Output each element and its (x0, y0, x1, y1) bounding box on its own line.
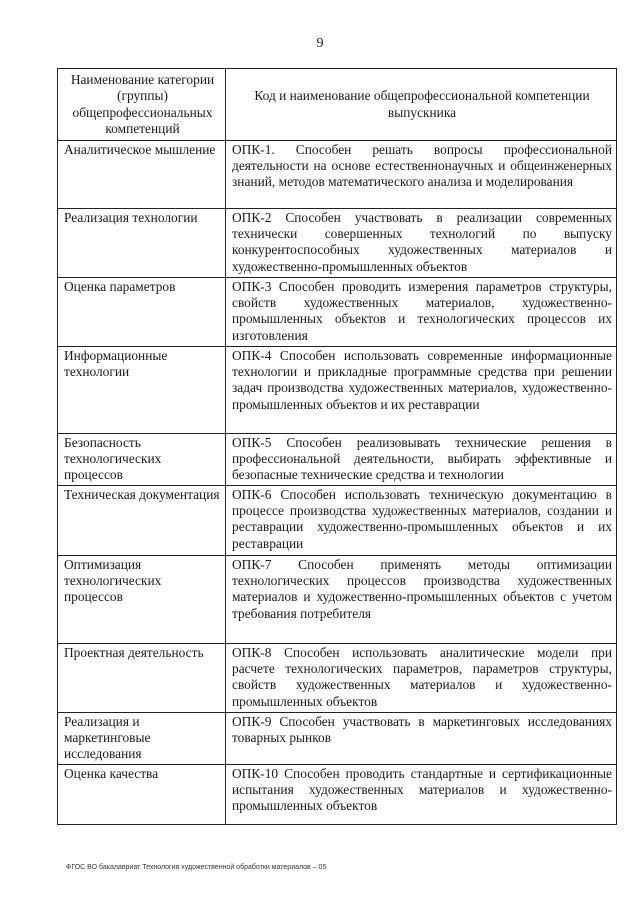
competence-cell: ОПК-1. Способен решать вопросы профессиональной деятельности на основе естественнонаучных и общеинженерных знаний, методов математического анализа и моделирования (226, 141, 617, 209)
category-cell: Аналитическое мышление (58, 141, 226, 209)
category-cell: Информационные технологии (58, 347, 226, 434)
table-row (58, 347, 617, 434)
header-competence: Код и наименование общепрофессиональной компетенции выпускника (226, 69, 617, 141)
competence-cell: ОПК-3 Способен проводить измерения параметров структуры, свойств художественных материалов, художественно-промышленных объектов и технологических процессов их изготовления (226, 278, 617, 347)
table-header-row (58, 69, 617, 141)
table-row (58, 765, 617, 825)
table-row (58, 713, 617, 765)
category-cell: Проектная деятельность (58, 644, 226, 713)
table-row (58, 486, 617, 556)
competence-cell: ОПК-5 Способен реализовывать технические решения в профессиональной деятельности, выбирать эффективные и безопасные технические средства и технологии (226, 434, 617, 486)
competence-cell: ОПК-7 Способен применять методы оптимизации технологических процессов производства художественных материалов и художественно-промышленных объектов с учетом требования потребителя (226, 556, 617, 644)
category-cell: Реализация технологии (58, 209, 226, 278)
category-cell: Оптимизация технологических процессов (58, 556, 226, 644)
table-row (58, 209, 617, 278)
category-cell: Оценка параметров (58, 278, 226, 347)
competence-cell: ОПК-9 Способен участвовать в маркетинговых исследованиях товарных рынков (226, 713, 617, 765)
page-number: 9 (316, 36, 324, 51)
header-category: Наименование категории (группы) общепрофессиональных компетенций (58, 69, 226, 141)
footer-text: ФГОС ВО бакалавриат Технология художественной обработки материалов – 05 (66, 864, 327, 871)
competence-cell: ОПК-2 Способен участвовать в реализации современных технически совершенных технологий по выпуску конкурентоспособных художественных материалов и художественно-промышленных объектов (226, 209, 617, 278)
category-cell: Техническая документация (58, 486, 226, 556)
table-row (58, 278, 617, 347)
category-cell: Оценка качества (58, 765, 226, 825)
category-cell: Реализация и маркетинговые исследования (58, 713, 226, 765)
competence-table (57, 68, 617, 825)
competence-cell: ОПК-8 Способен использовать аналитические модели при расчете технологических параметров, параметров структуры, свойств художественных материалов и художественно-промышленных объектов (226, 644, 617, 713)
table-row (58, 434, 617, 486)
table-row (58, 644, 617, 713)
table-row (58, 556, 617, 644)
competence-cell: ОПК-4 Способен использовать современные информационные технологии и прикладные программные средства при решении задач производства художественных материалов, художественно-промышленных объектов и их реставрации (226, 347, 617, 434)
competence-cell: ОПК-10 Способен проводить стандартные и сертификационные испытания художественных материалов и художественно-промышленных объектов (226, 765, 617, 825)
table-row (58, 141, 617, 209)
category-cell: Безопасность технологических процессов (58, 434, 226, 486)
competence-cell: ОПК-6 Способен использовать техническую документацию в процессе производства художественных материалов, создании и реставрации художественно-промышленных объектов и их реставрации (226, 486, 617, 556)
